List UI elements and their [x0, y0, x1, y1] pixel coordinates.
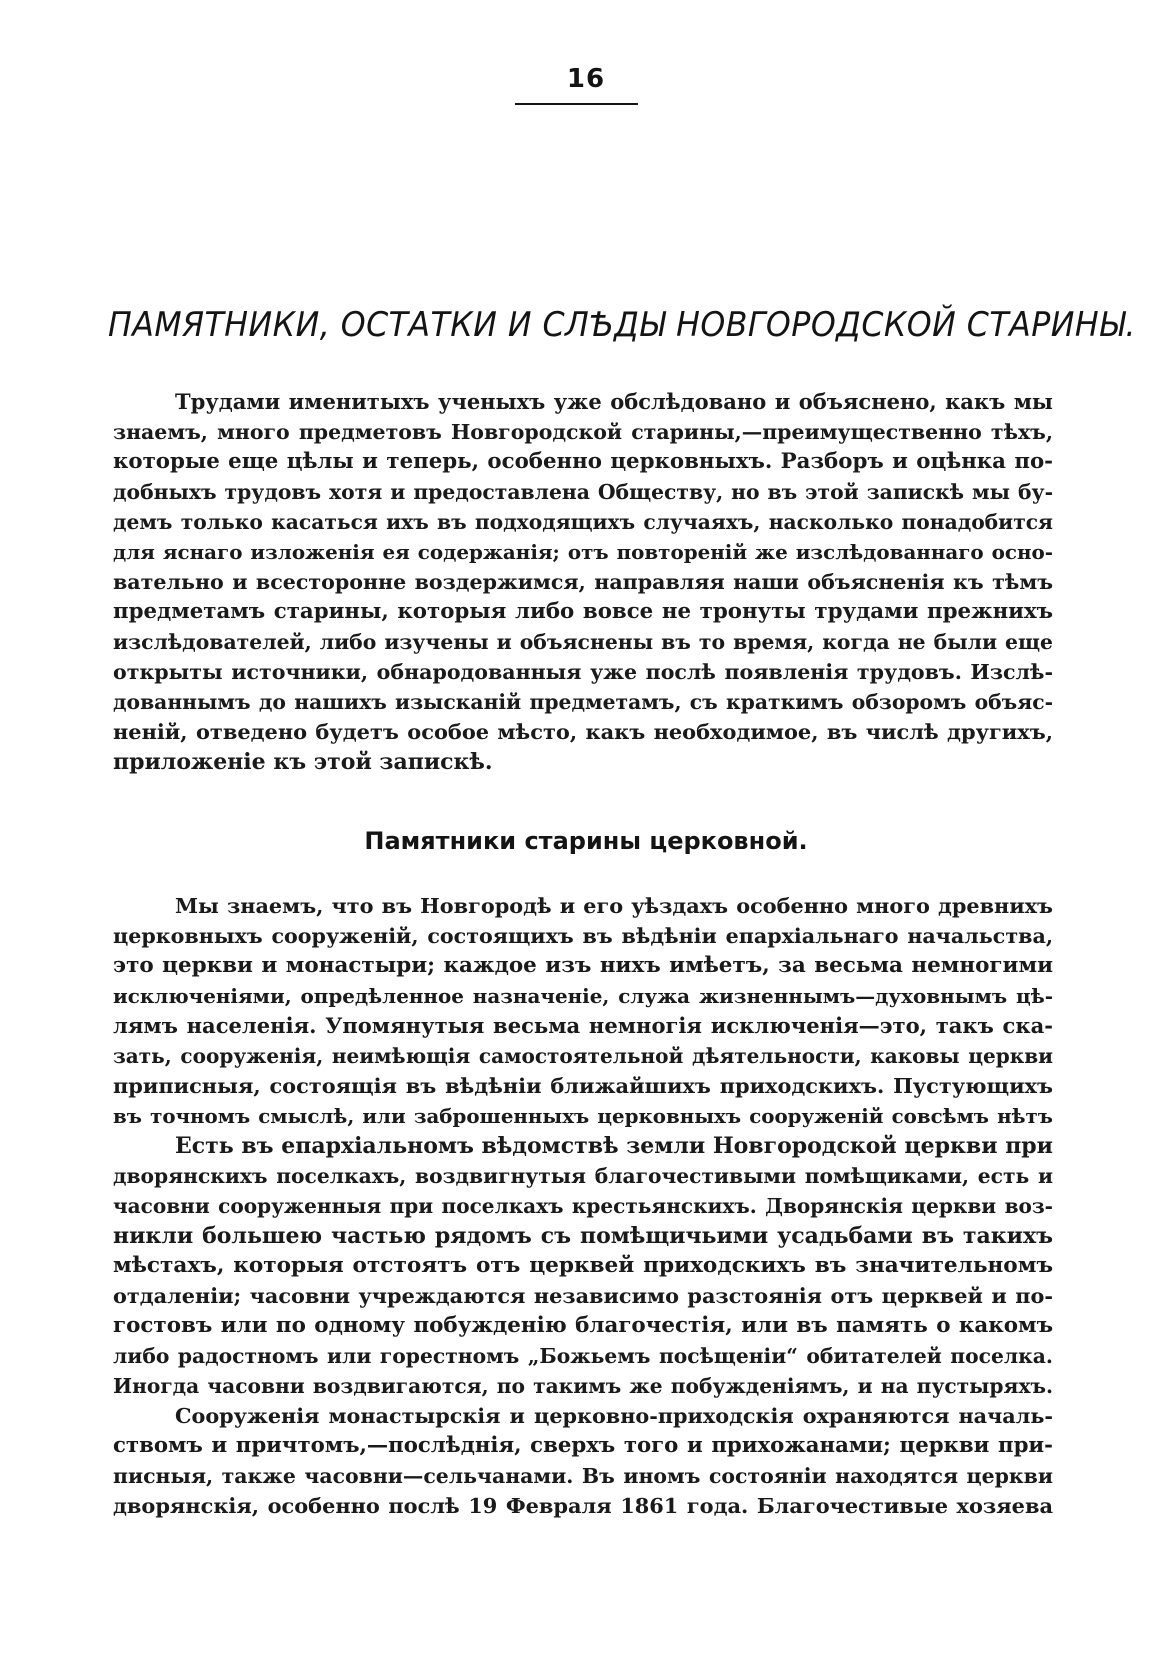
- text-line: неній, отведено будетъ особое мѣсто, какъ необходимое, въ числѣ другихъ,: [113, 719, 1053, 744]
- text-line: предметамъ старины, которыя либо вовсе не тронуты трудами прежнихъ: [113, 599, 1053, 624]
- page-number-rule: [515, 103, 638, 105]
- text-line: ствомъ и причтомъ,—послѣднія, сверхъ того и прихожанами; церкви при-: [113, 1433, 1053, 1458]
- text-line: дворянскія, особенно послѣ 19 Февраля 1861 года. Благочестивые хозяева: [113, 1493, 1053, 1518]
- intro-paragraph: [113, 387, 1053, 777]
- page-number: 16: [566, 64, 606, 94]
- text-line: мѣстахъ, которыя отстоятъ отъ церквей приходскихъ въ значительномъ: [113, 1253, 1053, 1278]
- text-line: церковныхъ сооруженій, состоящихъ въ вѣдѣніи епархіальнаго начальства,: [113, 924, 1053, 948]
- text-line: приписныя, состоящія въ вѣдѣніи ближайшихъ приходскихъ. Пустующихъ: [113, 1073, 1053, 1098]
- text-line: приложеніе къ этой запискѣ.: [113, 749, 493, 775]
- text-line: въ точномъ смыслѣ, или заброшенныхъ церковныхъ сооруженій совсѣмъ нѣтъ: [113, 1104, 1053, 1128]
- text-line: это церкви и монастыри; каждое изъ нихъ имѣетъ, за весьма немногими: [113, 953, 1053, 978]
- text-line: Есть въ епархіальномъ вѣдомствѣ земли Новгородской церкви при: [175, 1133, 1053, 1159]
- text-line: добныхъ трудовъ хотя и предоставлена Обществу, но въ этой запискѣ мы бу-: [113, 480, 1053, 504]
- text-line: демъ только касаться ихъ въ подходящихъ случаяхъ, насколько понадобится: [113, 510, 1053, 534]
- text-line: Сооруженія монастырскія и церковно-приходскія охраняются началь-: [175, 1404, 1053, 1428]
- text-line: часовни сооруженныя при поселкахъ крестьянскихъ. Дворянскія церкви воз-: [113, 1194, 1053, 1218]
- text-line: гостовъ или по одному побужденію благочестія, или въ память о какомъ: [113, 1313, 1053, 1338]
- text-line: зать, сооруженія, неимѣющія самостоятельной дѣятельности, каковы церкви: [113, 1044, 1053, 1068]
- paragraph: [113, 1401, 1053, 1521]
- text-line: либо радостномъ или горестномъ „Божьемъ посѣщеніи“ обитателей поселка.: [113, 1344, 1053, 1368]
- text-line: никли большею частью рядомъ съ помѣщичьими усадьбами въ такихъ: [113, 1223, 1053, 1249]
- text-line: лямъ населенія. Упомянутыя весьма немногія исключенія—это, такъ ска-: [113, 1013, 1053, 1038]
- text-line: Иногда часовни воздвигаются, по такимъ же побужденіямъ, и на пустыряхъ.: [113, 1374, 1053, 1398]
- text-line: писныя, также часовни—сельчанами. Въ иномъ состояніи находятся церкви: [113, 1464, 1053, 1488]
- text-line: исключеніями, опредѣленное назначеніе, служа жизненнымъ—духовнымъ цѣ-: [113, 984, 1053, 1008]
- section-heading: Памятники старины церковной.: [364, 827, 808, 855]
- text-line: дворянскихъ поселкахъ, воздвигнутыя благочестивыми помѣщиками, есть и: [113, 1164, 1053, 1188]
- section-body: [113, 891, 1053, 1521]
- text-line: изслѣдователей, либо изучены и объяснены въ то время, когда не были еще: [113, 630, 1053, 654]
- text-line: знаемъ, много предметовъ Новгородской старины,—преимущественно тѣхъ,: [113, 420, 1053, 444]
- paragraph: [113, 1131, 1053, 1401]
- text-line: дованнымъ до нашихъ изысканій предметамъ, съ краткимъ обзоромъ объяс-: [113, 690, 1053, 714]
- text-line: для яснаго изложенія ея содержанія; отъ повтореній же изслѣдованнаго осно-: [113, 540, 1053, 564]
- text-line: открыты источники, обнародованныя уже послѣ появленія трудовъ. Изслѣ-: [113, 660, 1053, 684]
- text-line: Трудами именитыхъ ученыхъ уже обслѣдовано и объяснено, какъ мы: [175, 389, 1053, 414]
- text-line: отдаленіи; часовни учреждаются независимо разстоянія отъ церквей и по-: [113, 1283, 1053, 1308]
- paragraph: [113, 891, 1053, 1131]
- text-line: Мы знаемъ, что въ Новгородѣ и его уѣздахъ особенно много древнихъ: [175, 893, 1053, 918]
- main-title: ПАМЯТНИКИ, ОСТАТКИ И СЛѢДЫ НОВГОРОДСКОЙ СТАРИНЫ.: [108, 305, 1136, 345]
- text-line: вательно и всесторонне воздержимся, направляя наши объясненія къ тѣмъ: [113, 570, 1053, 594]
- text-line: которые еще цѣлы и теперь, особенно церковныхъ. Разборъ и оцѣнка по-: [113, 449, 1053, 474]
